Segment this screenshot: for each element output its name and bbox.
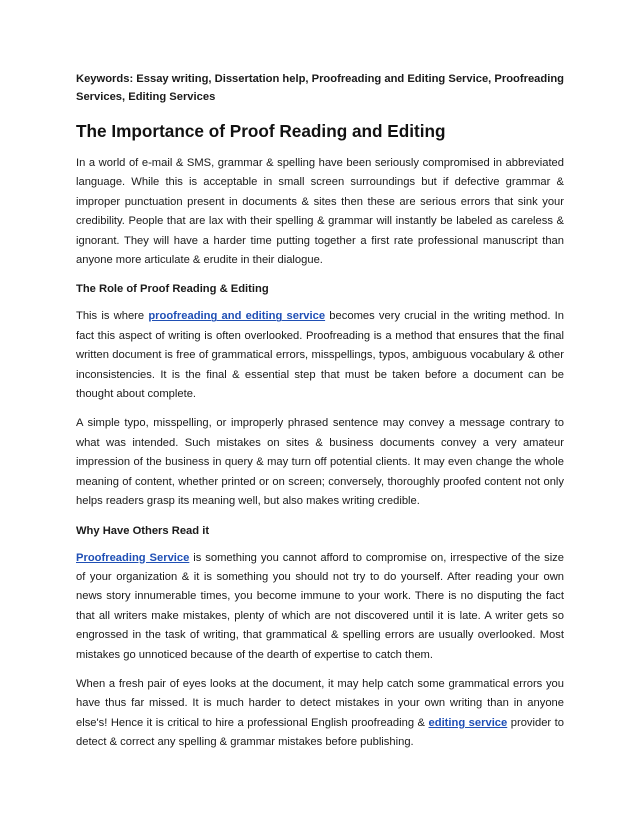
section-heading-role: The Role of Proof Reading & Editing bbox=[76, 283, 269, 296]
why-p2-text-after: provider to detect & correct any spelling & grammar mistakes before publishing. bbox=[76, 716, 564, 749]
proofreading-editing-service-link[interactable]: proofreading and editing service bbox=[148, 310, 326, 323]
keywords-line: Keywords: Essay writing, Dissertation help, Proofreading and Editing Service, Proofreading Services, Editing Services bbox=[76, 73, 565, 103]
document-page bbox=[76, 70, 564, 763]
page-title: The Importance of Proof Reading and Editing bbox=[76, 121, 446, 141]
editing-service-link[interactable]: editing service bbox=[428, 716, 508, 729]
why-p1-text-after: is something you cannot afford to compromise on, irrespective of the size of your organization & it is something you should not try to do yourself. After reading your own news story innumerable times, you become immune to your work. There is no disputing the fact that all writers make mistakes, plenty of which are not discovered until it is late. A writer gets so engrossed in the task of writing, that grammatical & spelling errors are usually overlooked. Most mistakes go unnoticed because of the dearth of expertise to catch them. bbox=[76, 551, 564, 661]
proofreading-service-link[interactable]: Proofreading Service bbox=[76, 551, 190, 564]
role-p1-text-after: becomes very crucial in the writing method. In fact this aspect of writing is often overlooked. Proofreading is a method that ensures that the final written document is free of grammatical errors, misspellings, typos, ambiguous vocabulary & other inconsistencies. It is the final & essential step that must be taken before a document can be thought about complete. bbox=[76, 310, 564, 401]
role-paragraph-2: A simple typo, misspelling, or improperly phrased sentence may convey a message contrary to what was intended. Such mistakes on sites & business documents convey a very amateur impression of the business in query & may turn off potential clients. It may even change the whole meaning of content, whether printed or on screen; conversely, thoroughly proofed content not only helps readers grasp its meaning well, but also makes writing credible. bbox=[76, 417, 564, 508]
why-paragraph-2 bbox=[76, 675, 564, 753]
section-heading-why: Why Have Others Read it bbox=[76, 524, 210, 537]
why-paragraph-1 bbox=[76, 549, 564, 665]
why-p2-text-before: When a fresh pair of eyes looks at the document, it may help catch some grammatical errors you have thus far missed. It is much harder to detect mistakes in your own writing than in anyone else's! Hence it is critical to hire a professional English proofreading & bbox=[76, 677, 564, 729]
role-p1-text-before: This is where bbox=[76, 310, 149, 323]
intro-paragraph: In a world of e-mail & SMS, grammar & spelling have been seriously compromised in abbreviated language. While this is acceptable in small screen surroundings but if defective grammar & improper punctuation present in documents & sites then these are serious errors that sink your credibility. People that are lax with their spelling & grammar will instantly be labeled as careless & ignorant. They will have a harder time putting together a first rate professional manuscript than anyone more articulate & erudite in their dialogue. bbox=[76, 157, 564, 267]
role-paragraph-1 bbox=[76, 307, 564, 404]
